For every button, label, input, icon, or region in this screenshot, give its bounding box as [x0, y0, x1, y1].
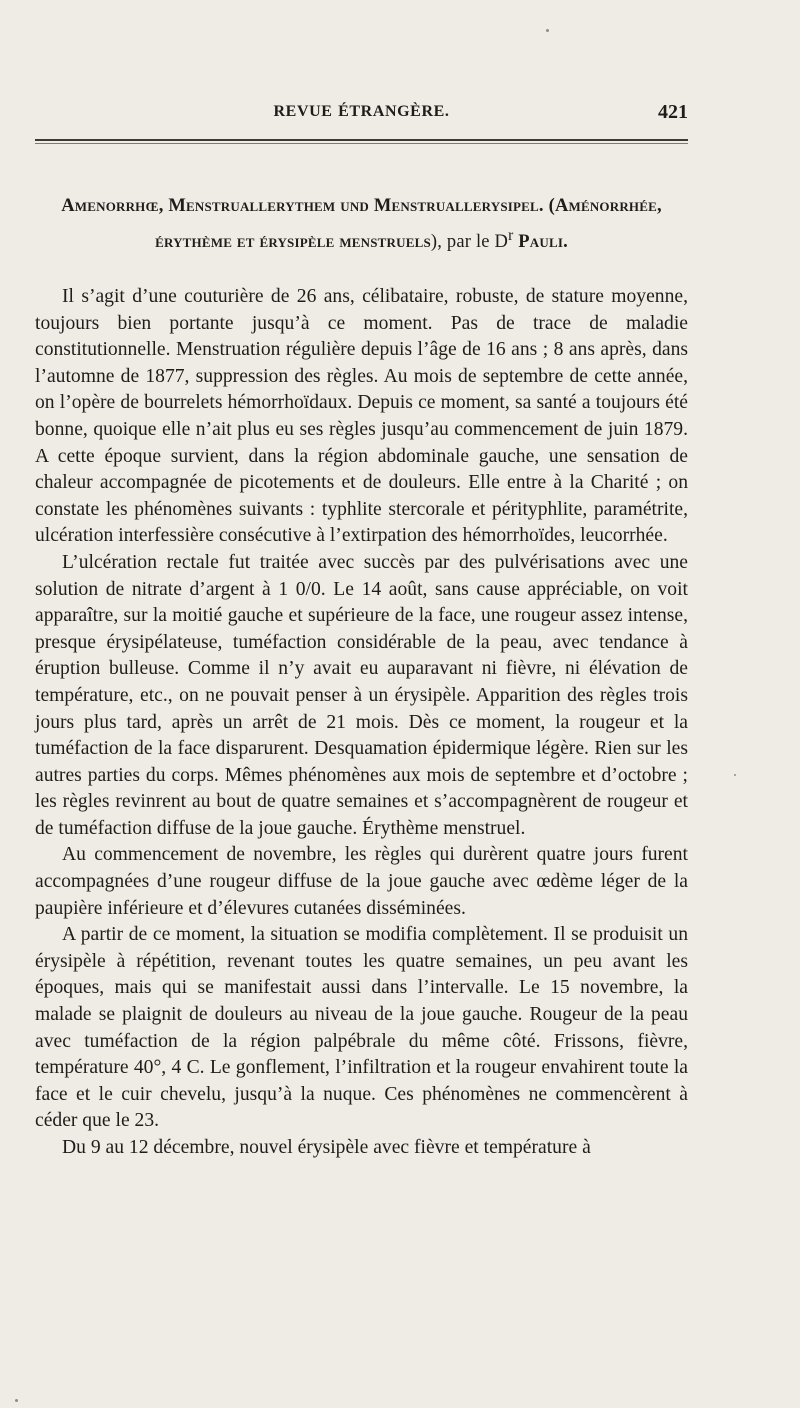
article-title-line-2	[35, 221, 688, 257]
title-paren-open: (	[543, 196, 555, 216]
title-french-terms: érythème et érysipèle menstruels	[155, 232, 431, 253]
header-rule-thin	[35, 143, 688, 144]
article-title	[35, 191, 688, 257]
paragraph-2: L’ulcération rectale fut traitée avec succès par des pulvérisations avec une solution de nitrate d’argent à 1 0/0. Le 14 août, sans cause appréciable, on voit apparaître, sur la moitié gauche et supérieure de la face, une rougeur assez intense, presque érysipélateuse, tuméfaction considérable de la peau, avec tendance à éruption bulleuse. Comme il n’y avait eu auparavant ni fièvre, ni élévation de température, etc., on ne pouvait penser à un érysipèle. Apparition des règles trois jours plus tard, après un arrêt de 21 mois. Dès ce moment, la rougeur et la tuméfaction de la face disparurent. Desquamation épidermique légère. Rien sur les autres parties du corps. Mêmes phénomènes aux mois de septembre et d’octobre ; les règles revinrent au bout de quatre semaines et s’accompagnèrent de rougeur et de tuméfaction diffuse de la joue gauche. Érythème menstruel.	[35, 551, 688, 839]
paper-speck	[734, 774, 736, 776]
title-word-menstruallerythem: Menstruallerythem	[168, 196, 336, 216]
paper-speck	[15, 1399, 18, 1402]
paragraph-5: Du 9 au 12 décembre, nouvel érysipèle avec fièvre et température à	[62, 1137, 591, 1158]
title-author-prefix: ), par le D	[430, 232, 509, 253]
title-word-und: und	[335, 196, 374, 216]
article-title-line-1	[35, 191, 688, 221]
running-head	[35, 103, 688, 131]
header-rule	[35, 139, 688, 141]
paragraph-1: Il s’agit d’une couturière de 26 ans, célibataire, robuste, de stature moyenne, toujours bien portante jusqu’à ce moment. Pas de trace de maladie constitutionnelle. Menstruation régulière depuis l’âge de 16 ans ; 8 ans après, dans l’automne de 1877, suppression des règles. Au mois de septembre de cette année, on l’opère de bourrelets hémorrhoïdaux. Depuis ce moment, sa santé a toujours été bonne, quoique elle n’ait plus eu ses règles jusqu’au commencement de juin 1879. A cette époque survient, dans la région abdominale gauche, une sensation de chaleur accompagnée de picotements et de douleurs. Elle entre à la Charité ; on constate les phénomènes suivants : typhlite stercorale et pérityphlite, paramétrite, ulcération interfessière consécutive à l’extirpation des hémorrhoïdes, leucorrhée.	[35, 286, 688, 547]
article-body	[35, 284, 688, 1162]
paragraph-4: A partir de ce moment, la situation se modifia complètement. Il se produisit un érysipèle à répétition, revenant toutes les quatre semaines, un peu avant les époques, mais qui se manifestait aussi dans l’intervalle. Le 15 novembre, la malade se plaignit de douleurs au niveau de la joue gauche. Rougeur de la peau avec tuméfaction de la région palpébrale du même côté. Frissons, fièvre, température 40°, 4 C. Le gonflement, l’infiltration et la rougeur envahirent toute la face et le cuir chevelu, jusqu’à la nuque. Ces phénomènes ne commencèrent à céder que le 23.	[35, 924, 688, 1132]
title-final-period: .	[563, 232, 568, 253]
title-word-menstruallerysipel: Menstruallerysipel.	[373, 196, 544, 216]
title-punct-1: ,	[158, 196, 169, 216]
running-head-title: REVUE ÉTRANGÈRE.	[273, 103, 450, 120]
title-word-amenorrhoe: Amenorrhœ	[61, 196, 159, 216]
title-word-amenorrhee: Aménorrhée,	[554, 196, 662, 216]
title-author-name: Pauli	[518, 232, 564, 253]
paper-speck	[546, 29, 549, 32]
paragraph-3: Au commencement de novembre, les règles qui durèrent quatre jours furent accompagnées d’une rougeur diffuse de la joue gauche avec œdème léger de la paupière inférieure et d’élevures cutanées disséminées.	[35, 844, 688, 919]
page-number: 421	[658, 101, 688, 123]
title-doctor-superscript: r	[508, 227, 514, 244]
